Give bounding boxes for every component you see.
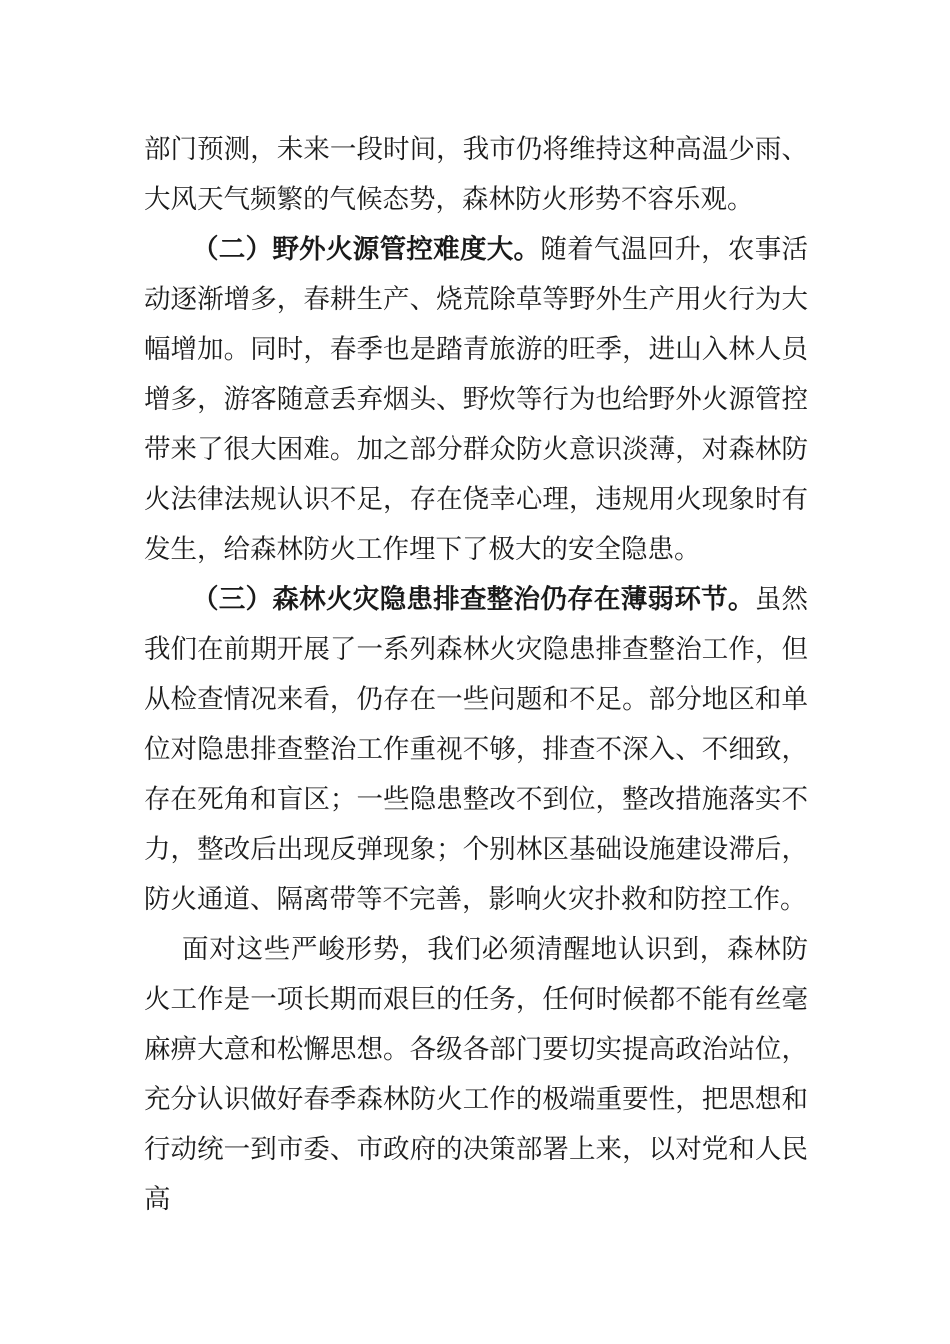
paragraph-body: 面对这些严峻形势，我们必须清醒地认识到，森林防火工作是一项长期而艰巨的任务，任何时候都不能有丝毫麻痹大意和松懈思想。各级各部门要切实提高政治站位，充分认识做好春季森林防火工作的极端重要性，把思想和行动统一到市委、市政府的决策部署上来，以对党和人民高 <box>144 934 808 1215</box>
document-body <box>144 125 808 1225</box>
paragraph-body: 部门预测，未来一段时间，我市仍将维持这种高温少雨、大风天气频繁的气候态势，森林防火形势不容乐观。 <box>144 134 808 215</box>
section-heading: （二）野外火源管控难度大。 <box>192 234 541 265</box>
paragraph-section-three <box>144 575 808 925</box>
paragraph-continuation <box>144 125 808 225</box>
section-heading: （三）森林火灾隐患排查整治仍存在薄弱环节。 <box>192 584 755 615</box>
paragraph-section-two <box>144 225 808 575</box>
paragraph-conclusion <box>144 925 808 1225</box>
paragraph-body: 随着气温回升，农事活动逐渐增多，春耕生产、烧荒除草等野外生产用火行为大幅增加。同时，春季也是踏青旅游的旺季，进山入林人员增多，游客随意丢弃烟头、野炊等行为也给野外火源管控带来了很大困难。加之部分群众防火意识淡薄，对森林防火法律法规认识不足，存在侥幸心理，违规用火现象时有发生，给森林防火工作埋下了极大的安全隐患。 <box>144 234 809 565</box>
paragraph-body: 虽然我们在前期开展了一系列森林火灾隐患排查整治工作，但从检查情况来看，仍存在一些问题和不足。部分地区和单位对隐患排查整治工作重视不够，排查不深入、不细致，存在死角和盲区；一些隐患整改不到位，整改措施落实不力，整改后出现反弹现象；个别林区基础设施建设滞后，防火通道、隔离带等不完善，影响火灾扑救和防控工作。 <box>144 584 809 915</box>
